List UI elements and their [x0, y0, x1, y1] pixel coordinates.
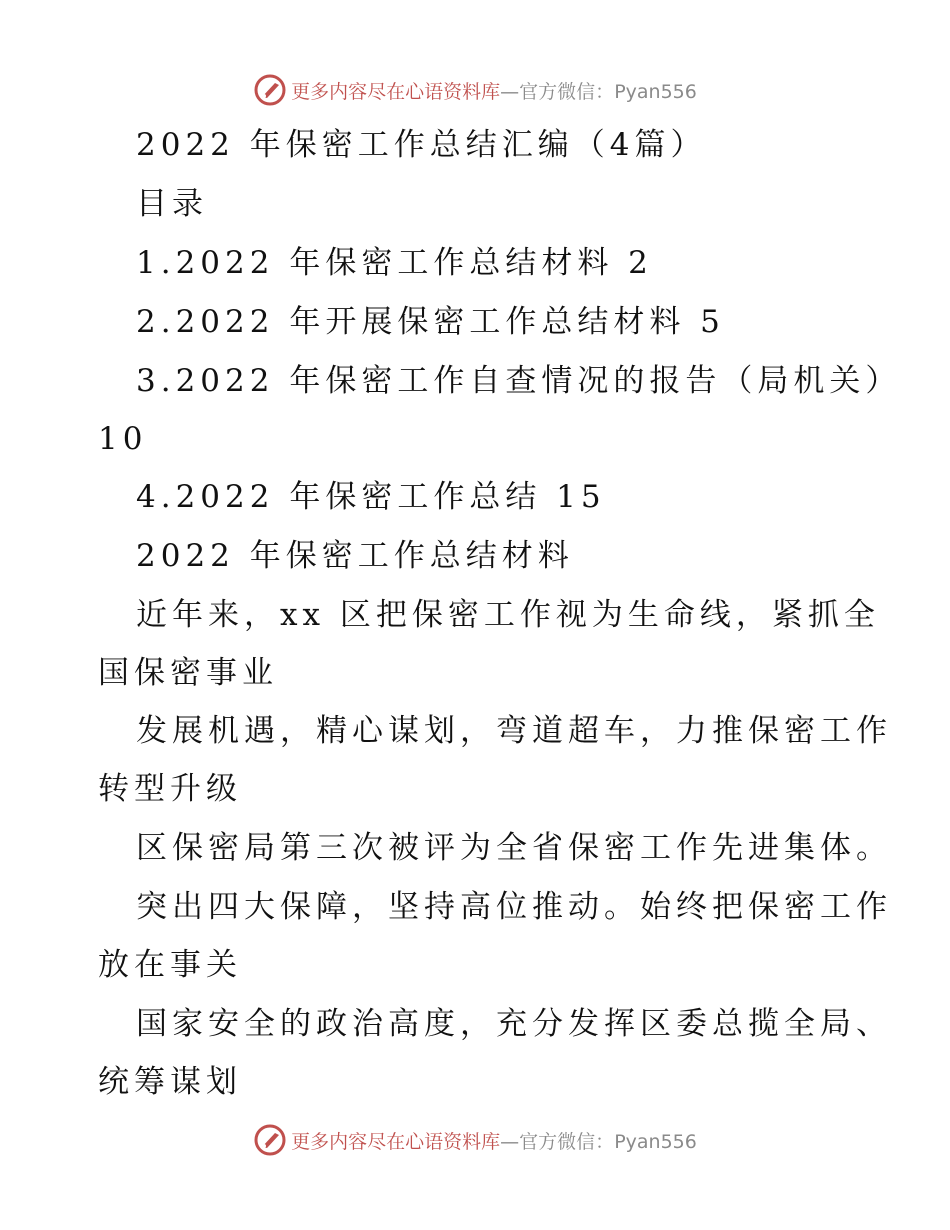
watermark-brand: 更多内容尽在心语资料库: [291, 1130, 501, 1153]
paragraph-line: 转型升级: [98, 771, 242, 807]
toc-item-3: 3.2022 年保密工作自查情况的报告（局机关）: [136, 363, 902, 399]
watermark-text: [291, 77, 697, 104]
paragraph-line: 近年来，xx 区把保密工作视为生命线，紧抓全: [136, 597, 880, 633]
watermark-wechat-id: Pyan556: [614, 1130, 697, 1153]
paragraph-line: 国保密事业: [98, 655, 278, 691]
document-title: 2022 年保密工作总结汇编（4篇）: [136, 127, 707, 163]
toc-item-3-page: 10: [98, 421, 148, 457]
paragraph-line: 国家安全的政治高度，充分发挥区委总揽全局、: [136, 1006, 892, 1042]
watermark-wechat-id: Pyan556: [614, 80, 697, 103]
watermark-sub: 官方微信：: [519, 80, 615, 103]
watermark-text: [291, 1127, 697, 1154]
quill-logo-icon: [253, 1123, 287, 1157]
header-watermark: [0, 70, 950, 110]
quill-logo-icon: [253, 73, 287, 107]
paragraph-line: 发展机遇，精心谋划，弯道超车，力推保密工作: [136, 713, 892, 749]
footer-watermark: [0, 1120, 950, 1160]
watermark-separator: —: [500, 80, 520, 103]
toc-heading: 目录: [136, 186, 208, 222]
watermark-sub: 官方微信：: [519, 1130, 615, 1153]
watermark-separator: —: [500, 1130, 520, 1153]
watermark-brand: 更多内容尽在心语资料库: [291, 80, 501, 103]
toc-item-2: 2.2022 年开展保密工作总结材料 5: [136, 304, 725, 340]
paragraph-line: 统筹谋划: [98, 1064, 242, 1100]
toc-item-4: 4.2022 年保密工作总结 15: [136, 479, 606, 515]
paragraph-line: 放在事关: [98, 947, 242, 983]
paragraph-line: 突出四大保障，坚持高位推动。始终把保密工作: [136, 889, 892, 925]
toc-item-1: 1.2022 年保密工作总结材料 2: [136, 245, 653, 281]
section-heading: 2022 年保密工作总结材料: [136, 538, 574, 574]
paragraph-line: 区保密局第三次被评为全省保密工作先进集体。: [136, 830, 892, 866]
